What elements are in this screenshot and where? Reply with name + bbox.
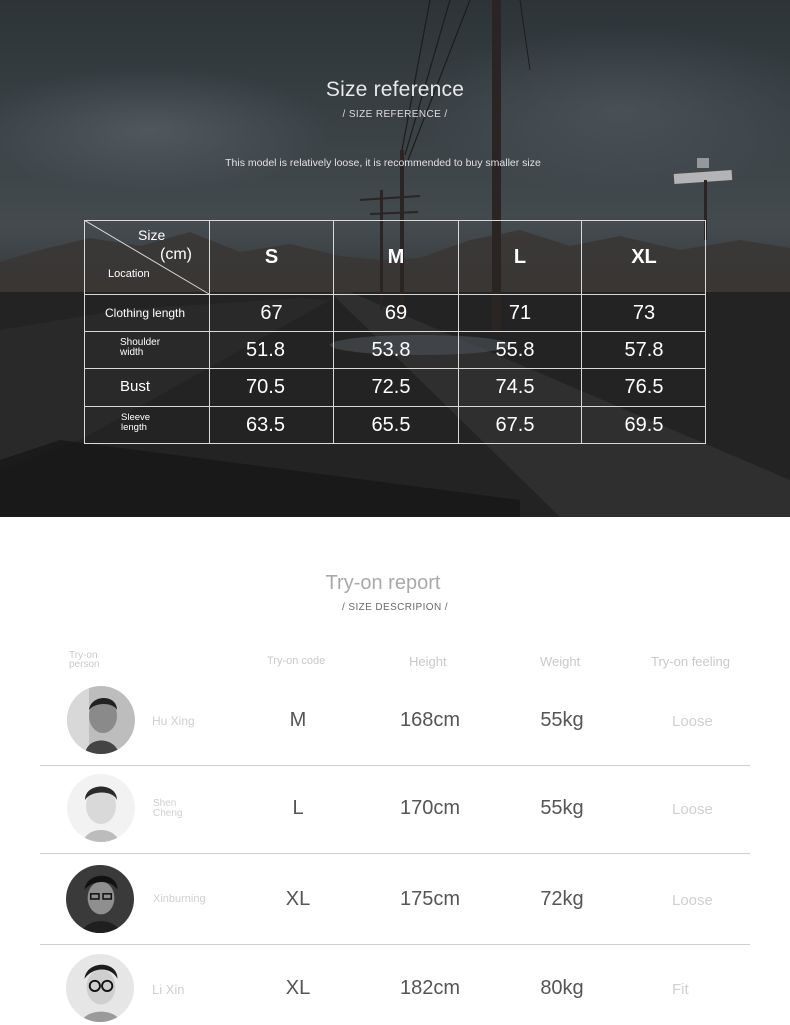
person-weight: 55kg bbox=[540, 709, 584, 731]
avatar bbox=[66, 865, 134, 933]
table-cell: 67.5 bbox=[495, 414, 535, 436]
person-weight: 55kg bbox=[540, 797, 584, 819]
person-height: 182cm bbox=[399, 977, 461, 999]
person-weight: 80kg bbox=[540, 977, 584, 999]
person-name: Hu Xing bbox=[152, 714, 195, 728]
table-cell: 76.5 bbox=[624, 376, 664, 398]
column-header-feeling: Try-on feeling bbox=[651, 654, 730, 669]
column-header-code: Try-on code bbox=[267, 655, 326, 667]
table-cell: 51.8 bbox=[246, 338, 285, 361]
avatar bbox=[67, 774, 135, 842]
person-fit-feeling: Loose bbox=[672, 713, 713, 730]
size-header-l: L bbox=[513, 245, 527, 268]
table-cell: 70.5 bbox=[246, 376, 285, 398]
corner-location-label: Location bbox=[108, 268, 150, 280]
row-label-clothing-length: Clothing length bbox=[105, 306, 186, 320]
size-header-xl: XL bbox=[631, 245, 657, 268]
sizing-advice-note: This model is relatively loose, it is recommended to buy smaller size bbox=[225, 157, 541, 169]
person-weight: 72kg bbox=[540, 888, 584, 910]
size-reference-subtitle: / SIZE REFERENCE / bbox=[342, 109, 448, 120]
size-header-s: S bbox=[264, 245, 279, 268]
table-cell: 69.5 bbox=[624, 414, 664, 436]
table-cell: 72.5 bbox=[371, 376, 411, 398]
person-fit-feeling: Loose bbox=[672, 892, 713, 909]
table-cell: 55.8 bbox=[495, 338, 535, 361]
table-cell: 63.5 bbox=[246, 413, 285, 436]
table-cell: 57.8 bbox=[624, 338, 664, 361]
row-divider bbox=[40, 944, 750, 945]
corner-size-label: Size bbox=[138, 227, 166, 243]
table-cell: 71 bbox=[508, 301, 532, 324]
person-size-code: XL bbox=[285, 888, 311, 910]
row-label-sleeve-length: Sleeve length bbox=[121, 412, 151, 433]
person-size-code: L bbox=[292, 797, 304, 819]
size-chart-table bbox=[84, 220, 706, 444]
try-on-report-subtitle: / SIZE DESCRIPION / bbox=[342, 602, 448, 613]
table-cell: 67 bbox=[260, 301, 283, 324]
row-label-shoulder-width: Shoulder width bbox=[120, 337, 161, 358]
row-label-bust: Bust bbox=[120, 378, 151, 395]
person-name: Xinburning bbox=[153, 893, 206, 905]
column-header-weight: Weight bbox=[540, 654, 581, 669]
person-size-code: XL bbox=[285, 977, 311, 999]
table-cell: 53.8 bbox=[371, 338, 411, 361]
row-divider bbox=[40, 853, 750, 854]
avatar bbox=[66, 954, 134, 1022]
size-header-m: M bbox=[387, 245, 405, 268]
corner-unit-label: (cm) bbox=[160, 246, 192, 263]
person-height: 168cm bbox=[399, 709, 461, 731]
person-name: Li Xin bbox=[152, 982, 185, 997]
person-height: 175cm bbox=[399, 888, 461, 910]
person-fit-feeling: Fit bbox=[672, 981, 689, 998]
row-divider bbox=[40, 765, 750, 766]
person-fit-feeling: Loose bbox=[672, 801, 713, 818]
column-header-person: Try-on person bbox=[69, 650, 100, 670]
table-cell: 65.5 bbox=[371, 414, 411, 436]
person-height: 170cm bbox=[399, 797, 461, 819]
person-size-code: M bbox=[289, 709, 307, 731]
try-on-report-title: Try-on report bbox=[325, 572, 441, 594]
table-cell: 74.5 bbox=[495, 376, 535, 398]
table-cell: 69 bbox=[384, 301, 408, 324]
avatar bbox=[67, 686, 135, 754]
size-reference-title: Size reference bbox=[325, 78, 465, 101]
column-header-height: Height bbox=[409, 654, 447, 669]
table-cell: 73 bbox=[632, 301, 656, 324]
person-name: Shen Cheng bbox=[153, 798, 183, 819]
